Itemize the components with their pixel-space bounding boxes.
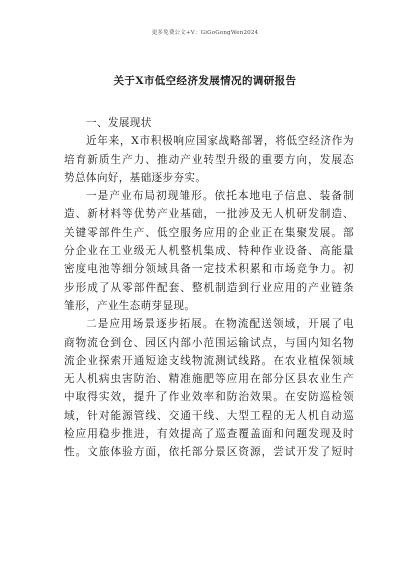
- paragraph-line: 中取得实效，提升了作业效率和防治效果。在安防巡检领: [64, 391, 354, 404]
- paragraph-line: 域，针对能源管线、交通干线、大型工程的无人机自动巡: [64, 409, 354, 422]
- paragraph-line: 密度电池等细分领域具备一定技术积累和市场竞争力。初: [64, 263, 354, 276]
- document-title: 关于X市低空经济发展情况的调研报告: [113, 75, 297, 87]
- paragraph-line: 商物流仓到仓、园区内部小范围运输试点，与国内知名物: [64, 336, 354, 349]
- document-body: [64, 114, 354, 462]
- paragraph-line: 二是应用场景逐步拓展。在物流配送领域，开展了电: [86, 318, 354, 331]
- paragraph-line: 雏形，产业生态萌芽显现。: [64, 299, 196, 312]
- paragraph-line: 关键零部件生产、低空服务应用的企业正在集聚发展。部: [64, 226, 354, 239]
- section-heading: 一、发展现状: [86, 117, 152, 129]
- paragraph-line: 近年来，X市积极响应国家战略部署，将低空经济作为: [86, 135, 354, 148]
- paragraph-line: 流企业探索开通短途支线物流测试线路。在农业植保领域: [64, 354, 354, 367]
- paragraph-line: 势总体向好，基础逐步夯实。: [64, 171, 207, 184]
- paragraph-line: 性。文旅体验方面，依托部分景区资源，尝试开发了短时: [64, 446, 354, 459]
- paragraph-line: 分企业在工业级无人机整机集成、特种作业设备、高能量: [64, 245, 354, 258]
- paragraph-line: 无人机病虫害防治、精准施肥等应用在部分区县农业生产: [64, 373, 354, 386]
- paragraph-line: 步形成了从零部件配套、整机制造到行业应用的产业链条: [64, 281, 354, 294]
- paragraph-line: 检应用稳步推进，有效提高了巡查覆盖面和问题发现及时: [64, 428, 354, 441]
- header-watermark: 更多免费公文+V：GiGoGongWen2024: [151, 30, 259, 36]
- paragraph-line: 造、新材料等优势产业基础，一批涉及无人机研发制造、: [64, 208, 354, 221]
- paragraph-line: 一是产业布局初现雏形。依托本地电子信息、装备制: [86, 190, 354, 203]
- paragraph-line: 培育新质生产力、推动产业转型升级的重要方向，发展态: [64, 153, 354, 166]
